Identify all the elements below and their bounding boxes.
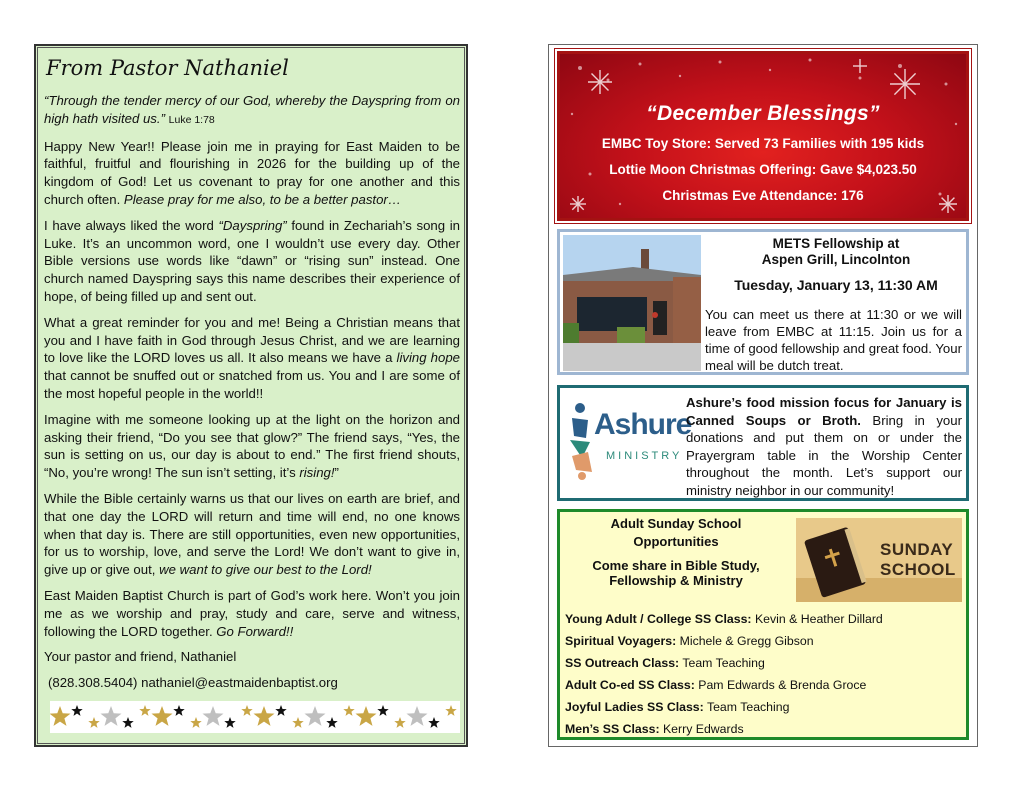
ss-class-name: Men’s SS Class: [565, 722, 660, 736]
paragraph-2 [44, 217, 460, 306]
star-icon [122, 717, 133, 728]
star-icon [292, 717, 303, 728]
paragraph-6 [44, 587, 460, 640]
paragraph-3-text-b: that cannot be snuffed out or snatched from us. You and I are some of the most hopeful people in the world!! [44, 368, 460, 401]
ashure-logo-name: Ashure [594, 408, 692, 441]
ss-class-row [565, 696, 962, 718]
star-icon [173, 705, 184, 716]
ashure-description: Bring in your donations and put them on or under the Prayergram table in the Worship Center throughout the month. Let’s support our ministry neighbor in our community! [686, 412, 962, 498]
paragraph-5-italic: we want to give our best to the Lord! [159, 562, 372, 578]
star-icon [356, 706, 377, 726]
paragraph-5-text-a: While the Bible certainly warns us that our lives on earth are brief, and that one day the LORD will return and time will end, no one knows when that day is. There are still opportunities, even new opportunities, for us to worship, love, and serve the Lord! We don’t want to give in, give up or give out, [44, 490, 460, 578]
sunday-school-box [557, 509, 969, 740]
paragraph-4-text-b: ” [334, 465, 339, 481]
ss-class-teacher: Michele & Gregg Gibson [679, 634, 814, 648]
star-border-decoration [50, 701, 460, 733]
paragraph-1 [44, 138, 460, 209]
paragraph-3-italic: living hope [396, 350, 460, 366]
ss-class-row [565, 718, 962, 740]
paragraph-3-text-a: What a great reminder for you and me! Being a Christian means that you and I have faith in God through Jesus Christ, and we are learning to love like the LORD loves us all. It also means we have a [44, 314, 460, 366]
paragraph-5 [44, 490, 460, 579]
paragraph-1-text: Happy New Year!! Please join me in praying for East Maiden to be faithful, fruitful and flourishing in 2026 for the building up of the kingdom of God! Let us covenant to pray for one another and this church often. [44, 138, 460, 207]
mets-description: You can meet us there at 11:30 or we will leave from EMBC at 11:15. Join us for a time of good fellowship and great food. Your meal will be dutch treat. [705, 307, 962, 373]
ss-class-name: Joyful Ladies SS Class: [565, 700, 704, 714]
ashure-focus: Ashure’s food mission focus for January is Canned Soups or Broth. [686, 395, 962, 428]
paragraph-2-text-b: found in Zechariah’s song in Luke. It’s an uncommon word, one I wouldn’t use every day. Other Bible versions use words like “dawn” or “rising sun” instead. One church named Dayspring says this name describes their experience of hope, of being filled up and sent out. [44, 217, 460, 304]
ss-class-row [565, 674, 962, 696]
announcements-panel [548, 44, 978, 747]
star-icon [407, 706, 428, 726]
ss-class-list [565, 608, 962, 740]
star-icon [50, 705, 457, 728]
sunday-school-image [796, 518, 962, 602]
ss-class-teacher: Kevin & Heather Dillard [754, 612, 883, 626]
verse-reference: Luke 1:78 [168, 113, 215, 126]
december-line-toystore: EMBC Toy Store: Served 73 Families with 195 kids [601, 136, 925, 151]
verse-paragraph [44, 92, 460, 130]
ashure-text [686, 394, 962, 500]
star-icon [241, 705, 252, 716]
december-line-offering: Lottie Moon Christmas Offering: Gave $4,023.50 [609, 162, 917, 177]
ss-class-row [565, 630, 962, 652]
december-title: “December Blessings” [646, 102, 880, 125]
star-icon [224, 717, 235, 728]
star-icon [152, 706, 173, 726]
ss-class-row [565, 608, 962, 630]
ss-class-name: Spiritual Voyagers: [565, 634, 677, 648]
pastor-title: From Pastor Nathaniel [46, 56, 289, 80]
star-icon [71, 705, 82, 716]
contact-line: (828.308.5404) nathaniel@eastmaidenbaptist.org [48, 675, 338, 691]
mets-fellowship-box [557, 229, 969, 375]
ss-class-name: SS Outreach Class: [565, 656, 680, 670]
december-line-attendance: Christmas Eve Attendance: 176 [662, 188, 864, 203]
verse-text: “Through the tender mercy of our God, whereby the Dayspring from on high hath visited us.” [44, 93, 460, 126]
star-icon [343, 705, 354, 716]
star-icon [88, 717, 99, 728]
restaurant-photo [563, 235, 701, 371]
ashure-box [557, 385, 969, 501]
ss-subtitle-line-2: Fellowship & Ministry [609, 573, 743, 588]
pastor-letter-body [42, 52, 460, 739]
star-icon [139, 705, 150, 716]
ss-class-name: Adult Co-ed SS Class: [565, 678, 695, 692]
ss-title-line-1: Adult Sunday School [610, 516, 742, 531]
ss-class-teacher: Pam Edwards & Brenda Groce [698, 678, 867, 692]
ss-subtitle-line-1: Come share in Bible Study, [592, 558, 760, 573]
star-icon [445, 705, 456, 716]
ss-class-teacher: Kerry Edwards [662, 722, 744, 736]
ss-class-row [565, 652, 962, 674]
signoff: Your pastor and friend, Nathaniel [44, 649, 237, 665]
paragraph-4-text-a: Imagine with me someone looking up at the light on the horizon and asking their friend, “Do you see that glow?” The friend says, “Yes, the sun is setting on us, our day is about to end.” The first friend shouts, “No, you’re wrong! The sun isn’t setting, it’s [44, 411, 460, 481]
star-icon [50, 706, 71, 726]
ashure-logo [566, 394, 692, 494]
ashure-logo-sub: MINISTRY [606, 450, 683, 462]
star-icon [305, 706, 326, 726]
ss-class-teacher: Team Teaching [706, 700, 790, 714]
star-icon [394, 717, 405, 728]
star-icon [377, 705, 388, 716]
paragraph-6-text-a: East Maiden Baptist Church is part of God’s work here. Won’t you join me as we worship and pray, study and care, serve and witness, following the LORD together. [44, 587, 460, 639]
ss-class-name: Young Adult / College SS Class: [565, 612, 752, 626]
paragraph-2-text-a: I have always liked the word [44, 217, 214, 233]
ss-class-teacher: Team Teaching [682, 656, 765, 670]
ss-title-line-2: Opportunities [633, 534, 719, 549]
paragraph-4 [44, 411, 460, 482]
pastor-letter-text [44, 92, 460, 700]
ss-image-text-1: SUNDAY [880, 540, 954, 559]
star-icon [275, 705, 286, 716]
pastor-letter-panel [34, 44, 468, 747]
paragraph-2-word: “Dayspring” [218, 217, 287, 233]
december-blessings-box [557, 51, 969, 221]
star-icon [190, 717, 201, 728]
ss-image-text-2: SCHOOL [880, 560, 956, 579]
mets-title-line-2: Aspen Grill, Lincolnton [761, 252, 911, 267]
star-icon [428, 717, 439, 728]
star-icon [326, 717, 337, 728]
paragraph-4-italic: rising! [299, 465, 335, 481]
paragraph-3 [44, 314, 460, 403]
mets-title-line-1: METS Fellowship at [772, 236, 900, 251]
paragraph-1-italic: Please pray for me also, to be a better pastor… [123, 191, 402, 207]
star-icon [203, 706, 224, 726]
star-icon [101, 706, 122, 726]
star-icon [254, 706, 275, 726]
mets-date: Tuesday, January 13, 11:30 AM [734, 277, 938, 293]
paragraph-6-italic: Go Forward!! [216, 623, 294, 639]
